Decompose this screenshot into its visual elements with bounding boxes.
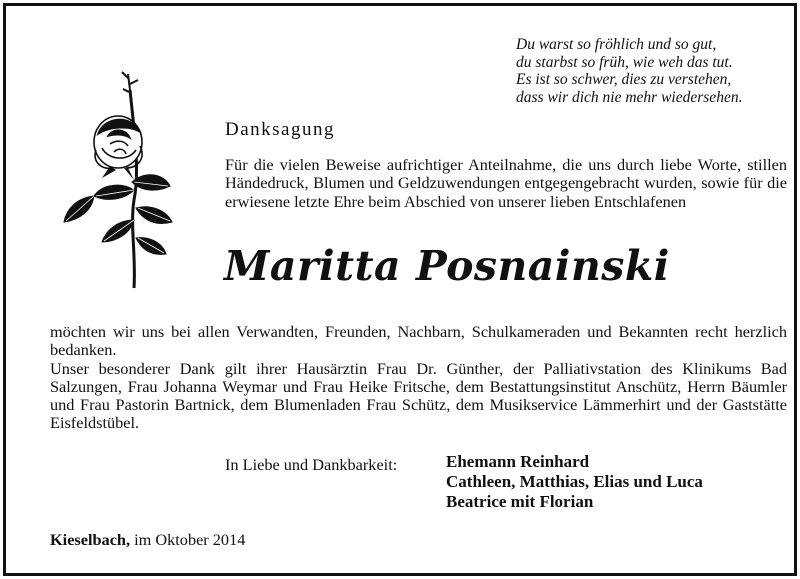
body-paragraph-2: Unser besonderer Dank gilt ihrer Hausärztin Frau Dr. Günther, der Palliativstation des Klinikums Bad Salzungen, Frau Johanna Weymar und Frau Heike Fritsche, dem Bestattungsinstitut Anschütz, Herrn Bäumler und Frau Pastorin Bartnick, dem Blumenladen Frau Schütz, dem Musikservice Lämmerhirt und der Gaststätte Eisfeldstübel. (50, 358, 787, 433)
deceased-name: Maritta Posnainski (224, 242, 670, 290)
body-paragraph-1: möchten wir uns bei allen Verwandten, Freunden, Nachbarn, Schulkameraden und Bekannten recht herzlich bedanken. (50, 322, 787, 360)
rose-icon (54, 70, 179, 292)
poem-line-4: dass wir dich nie mehr wiedersehen. (516, 88, 743, 106)
place: Kieselbach, (50, 530, 131, 549)
heading-danksagung: Danksagung (225, 119, 335, 140)
intro-text: Für die vielen Beweise aufrichtiger Anteilnahme, die uns durch liebe Worte, stillen Händedruck, Blumen und Geldzuwendungen entgegengebracht wurden, sowie für die erwiesene letzte Ehre beim Abschied von unserer lieben Entschlafenen (225, 155, 787, 211)
body-text (50, 323, 787, 433)
signers (446, 452, 703, 512)
obituary-frame (3, 3, 797, 576)
place-date (50, 530, 245, 550)
poem (516, 36, 786, 106)
date: im Oktober 2014 (130, 530, 246, 549)
signer-1: Ehemann Reinhard (446, 452, 590, 471)
poem-line-1: Du warst so fröhlich und so gut, (516, 36, 717, 53)
signer-3: Beatrice mit Florian (446, 492, 594, 511)
poem-line-2: du starbst so früh, wie weh das tut. (516, 53, 733, 71)
signer-2: Cathleen, Matthias, Elias und Luca (446, 472, 703, 491)
closing-label: In Liebe und Dankbarkeit: (225, 455, 398, 474)
poem-line-3: Es ist so schwer, dies zu verstehen, (516, 71, 732, 88)
